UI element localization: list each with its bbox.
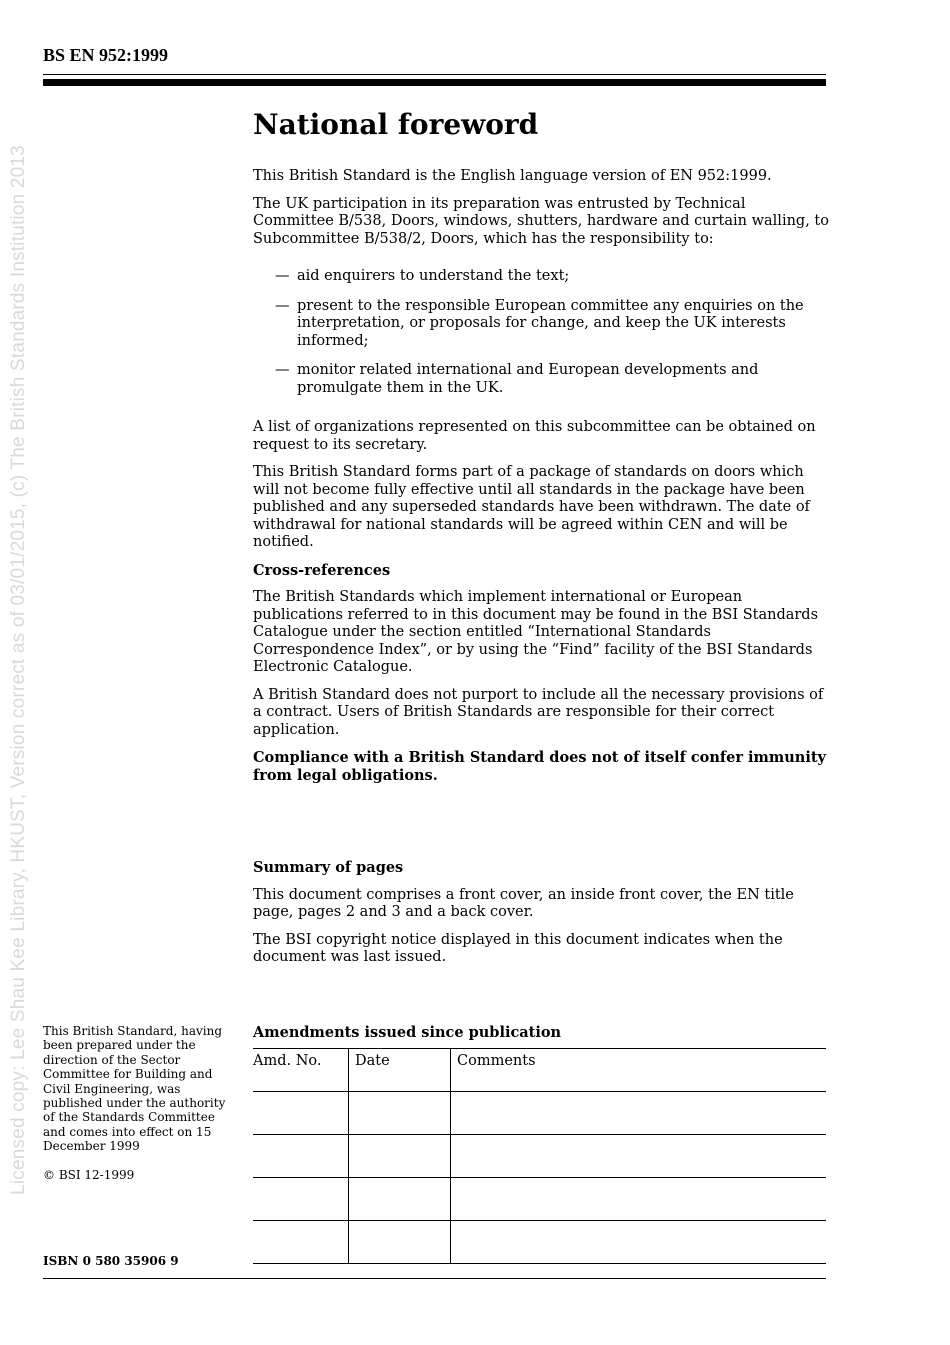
dash-bullet: — — [275, 297, 290, 314]
responsibility-list — [253, 268, 829, 397]
dash-bullet: — — [275, 362, 290, 378]
contract-paragraph: A British Standard does not purport to include all the necessary provisions of a contract. Users of British Standards are responsible for their correct application. — [253, 686, 824, 738]
list-item: — present to the responsible European committee any enquiries on the interpretation, or proposals for change, and keep the UK interests informed; — [275, 297, 804, 349]
amendments-title: Amendments issued since publication — [253, 1024, 562, 1041]
amendments-table — [253, 1048, 826, 1264]
document-id: BS EN 952:1999 — [43, 45, 169, 65]
intro-paragraph: This British Standard is the English language version of EN 952:1999. — [253, 168, 772, 184]
summary-copyright-text: The BSI copyright notice displayed in this document indicates when the document was last issued. — [253, 931, 783, 965]
page-title: National foreword — [253, 108, 539, 141]
copyright-notice: © BSI 12-1999 — [43, 1168, 135, 1182]
summary-pages-text: This document comprises a front cover, an inside front cover, the EN title page, pages 2 and 3 and a back cover. — [253, 886, 794, 920]
package-paragraph: This British Standard forms part of a package of standards on doors which will not become fully effective until all standards in the package have been published and any superseded standards have been withdrawn. The date of withdrawal for national standards will be agreed within CEN and will be notified. — [253, 464, 810, 550]
summary-heading: Summary of pages — [253, 859, 404, 876]
table-row — [253, 1092, 826, 1135]
column-header-amd-no: Amd. No. — [253, 1053, 322, 1069]
organizations-paragraph: A list of organizations represented on this subcommittee can be obtained on request to its secretary. — [253, 419, 816, 453]
committee-paragraph: The UK participation in its preparation was entrusted by Technical Committee B/538, Doors, windows, shutters, hardware and curtain walling, to Subcommittee B/538/2, Doors, which has the responsibility to: — [253, 195, 829, 247]
crossref-paragraph: The British Standards which implement international or European publications referred to in this document may be found in the BSI Standards Catalogue under the section entitled “International Standards Correspondence Index”, or by using the “Find” facility of the BSI Standards Electronic Catalogue. — [253, 589, 819, 675]
footer-rule — [43, 1278, 826, 1279]
national-foreword — [253, 108, 829, 794]
isbn: ISBN 0 580 35906 9 — [43, 1254, 179, 1268]
compliance-statement: Compliance with a British Standard does not of itself confer immunity from legal obligations. — [253, 749, 826, 784]
header-rule-thin — [43, 74, 826, 75]
table-row — [253, 1221, 826, 1264]
publication-note: This British Standard, having been prepared under the direction of the Sector Committee for Building and Civil Engineering, was published under the authority of the Standards Committee and comes into effect on 15 December 1999 — [43, 1024, 226, 1154]
list-item: — aid enquirers to understand the text; — [275, 268, 570, 284]
column-header-date: Date — [349, 1049, 451, 1092]
list-item: — monitor related international and European developments and promulgate them in the UK. — [275, 362, 759, 396]
table-row — [253, 1135, 826, 1178]
table-row — [253, 1178, 826, 1221]
license-watermark: Licensed copy: Lee Shau Kee Library, HKUST, Version correct as of 03/01/2015, (c) The British Standards Institution 2013 — [8, 145, 29, 1195]
summary-section — [253, 859, 829, 977]
dash-bullet: — — [275, 268, 290, 284]
crossref-heading: Cross-references — [253, 561, 391, 579]
table-header-row — [253, 1049, 826, 1092]
header-rule-thick — [43, 79, 826, 86]
column-header-comments: Comments — [451, 1049, 827, 1092]
